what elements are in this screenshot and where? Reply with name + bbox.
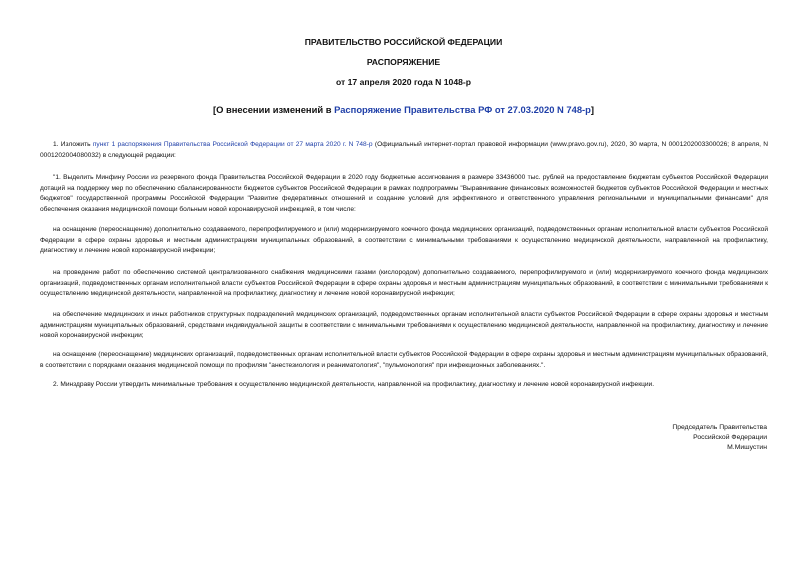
paragraph-1-start: 1. Изложить <box>53 141 93 148</box>
amended-document-link[interactable]: Распоряжение Правительства РФ от 27.03.2020 N 748-р <box>334 104 591 115</box>
amendment-title <box>0 104 807 116</box>
paragraph-7: 2. Минздраву России утвердить минимальные требования к осуществлению медицинской деятельности, направленной на профилактику, диагностику и лечение новой коронавирусной инфекции. <box>53 381 655 388</box>
signature-name: М.Мишустин <box>727 444 767 451</box>
amendment-suffix: ] <box>590 104 595 115</box>
paragraph-2: "1. Выделить Минфину России из резервного фонда Правительства Российской Федерации в 2020 году бюджетные ассигнования в размере 33436000 тыс. рублей на предоставление бюджетам субъектов Российской Федерации дотаций на поддержку мер по обеспечению сбалансированности бюджетов субъектов Российской Федерации в рамках подпрограммы "Выравнивание финансовых возможностей бюджетов субъектов Российской Федерации и местных бюджетов" государственной программы Российской Федерации "Развитие федеративных отношений и создание условий для эффективного и ответственного управления региональными и муниципальными финансами" для обеспечения оказания медицинской помощи больным новой коронавирусной инфекцией, в том числе: <box>40 174 768 213</box>
document-type: РАСПОРЯЖЕНИЕ <box>366 57 441 67</box>
paragraph-5: на обеспечение медицинских и иных работников структурных подразделений медицинских организаций, подведомственных органам исполнительной власти субъектов Российской Федерации в сфере охраны здоровья и местным администрациям муниципальных образований, средствами индивидуальной защиты в соответствии с минимальными требованиями к осуществлению медицинской деятельности, направленной на профилактику, диагностику и лечение новой коронавирусной инфекции; <box>40 311 768 339</box>
paragraph-3: на оснащение (переоснащение) дополнительно создаваемого, перепрофилируемого и (или) модернизируемого коечного фонда медицинских организаций, подведомственных органам исполнительной власти субъектов Российской Федерации в сфере охраны здоровья и местным администрациям муниципальных образований, в соответствии с минимальными требованиями к осуществлению медицинской деятельности, направленной на профилактику, диагностику и лечение новой коронавирусной инфекции; <box>40 226 768 254</box>
amendment-prefix: [О внесении изменений в <box>212 104 335 115</box>
paragraph-4: на проведение работ по обеспечению системой централизованного снабжения медицинскими газами (кислородом) дополнительно создаваемого, перепрофилируемого и (или) модернизируемого коечного фонда медицинских организаций, подведомственных органам исполнительной власти субъектов Российской Федерации в сфере охраны здоровья и местным администрациям муниципальных образований, в соответствии с минимальными требованиями к осуществлению медицинской деятельности, направленной на профилактику, диагностику и лечение новой коронавирусной инфекции; <box>40 269 768 297</box>
paragraph-1 <box>40 140 768 161</box>
paragraph-1-link[interactable]: пункт 1 распоряжения Правительства Российской Федерации от 27 марта 2020 г. N 748-р <box>92 141 373 148</box>
document-date-number: от 17 апреля 2020 года N 1048-р <box>336 77 471 87</box>
signature-organization: Российской Федерации <box>693 434 767 441</box>
paragraph-6: на оснащение (переоснащение) медицинских организаций, подведомственных органам исполнительной власти субъектов Российской Федерации в сфере охраны здоровья и местным администрациям муниципальных образований, в соответствии с порядками оказания медицинской помощи по профилям "анестезиология и реаниматология", "пульмонология" при инфекционных заболеваниях.". <box>40 351 768 369</box>
signature-position: Председатель Правительства <box>672 424 767 431</box>
paragraph-1-rest: (Официальный интернет-портал правовой информации (www.pravo.gov.ru), 2020, 30 марта, N 0001202003300026; 8 апреля, N 0001202004080032) в следующей редакции: <box>40 141 768 159</box>
government-title: ПРАВИТЕЛЬСТВО РОССИЙСКОЙ ФЕДЕРАЦИИ <box>304 37 503 47</box>
